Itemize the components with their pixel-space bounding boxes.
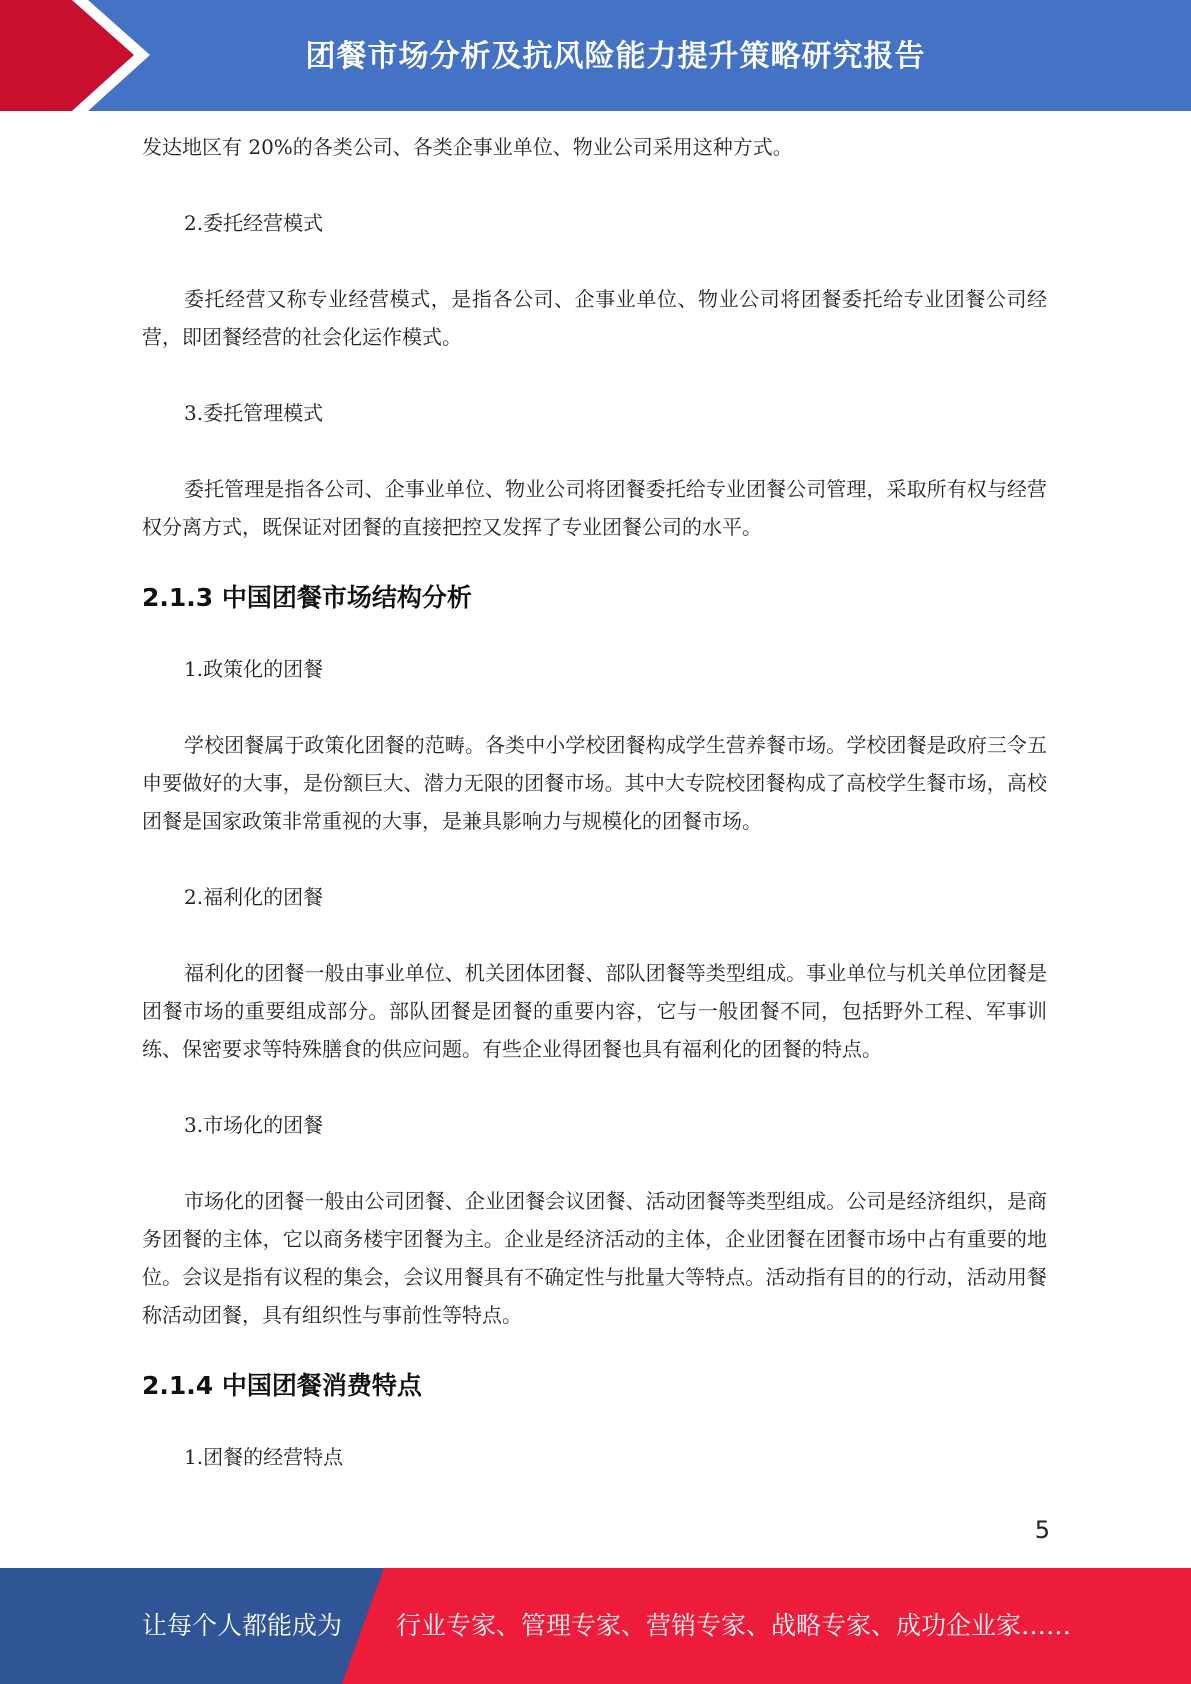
paragraph: 学校团餐属于政策化团餐的范畴。各类中小学校团餐构成学生营养餐市场。学校团餐是政府三令五申要做好的大事，是份额巨大、潜力无限的团餐市场。其中大专院校团餐构成了高校学生餐市场，高校团餐是国家政策非常重视的大事，是兼具影响力与规模化的团餐市场。 xyxy=(142,733,1047,833)
document-title: 团餐市场分析及抗风险能力提升策略研究报告 xyxy=(305,38,926,74)
paragraph: 委托管理是指各公司、企事业单位、物业公司将团餐委托给专业团餐公司管理，采取所有权与经营权分离方式，既保证对团餐的直接把控又发挥了专业团餐公司的水平。 xyxy=(142,477,1047,539)
section-heading-2-1-3: 2.1.3 中国团餐市场结构分析 xyxy=(142,583,472,612)
list-item: 1.团餐的经营特点 xyxy=(184,1445,344,1469)
page-header xyxy=(0,0,1191,111)
page-footer xyxy=(0,1568,1191,1684)
page-content xyxy=(142,128,1047,1476)
section-heading-2-1-4: 2.1.4 中国团餐消费特点 xyxy=(142,1371,422,1400)
list-item: 2.福利化的团餐 xyxy=(184,885,324,909)
paragraph: 市场化的团餐一般由公司团餐、企业团餐会议团餐、活动团餐等类型组成。公司是经济组织，是商务团餐的主体，它以商务楼宇团餐为主。企业是经济活动的主体，企业团餐在团餐市场中占有重要的地位。会议是指有议程的集会，会议用餐具有不确定性与批量大等特点。活动指有目的的行动，活动用餐称活动团餐，具有组织性与事前性等特点。 xyxy=(142,1189,1047,1327)
page-number: 5 xyxy=(1034,1516,1050,1544)
paragraph: 福利化的团餐一般由事业单位、机关团体团餐、部队团餐等类型组成。事业单位与机关单位团餐是团餐市场的重要组成部分。部队团餐是团餐的重要内容，它与一般团餐不同，包括野外工程、军事训练、保密要求等特殊膳食的供应问题。有些企业得团餐也具有福利化的团餐的特点。 xyxy=(142,961,1047,1061)
footer-slogan-right: 行业专家、管理专家、营销专家、战略专家、成功企业家…… xyxy=(396,1611,1072,1640)
list-item: 3.委托管理模式 xyxy=(184,401,324,425)
list-item: 2.委托经营模式 xyxy=(184,211,324,235)
paragraph: 委托经营又称专业经营模式，是指各公司、企事业单位、物业公司将团餐委托给专业团餐公司经营，即团餐经营的社会化运作模式。 xyxy=(142,287,1047,349)
footer-slogan-left: 让每个人都能成为 xyxy=(142,1611,343,1640)
paragraph: 发达地区有 20%的各类公司、各类企事业单位、物业公司采用这种方式。 xyxy=(142,135,793,159)
list-item: 1.政策化的团餐 xyxy=(184,657,324,681)
list-item: 3.市场化的团餐 xyxy=(184,1113,324,1137)
